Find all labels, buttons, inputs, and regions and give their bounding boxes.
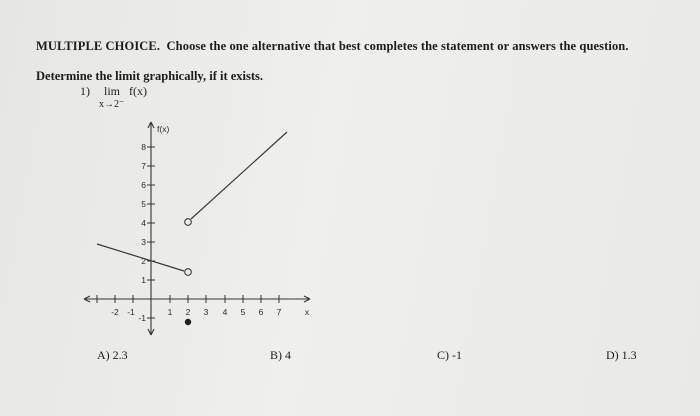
choice-d-letter: D) (606, 348, 619, 362)
left-piece-open-circle (185, 269, 192, 276)
y-axis-label: f(x) (157, 124, 170, 134)
y-tick-label: 2 (141, 256, 146, 266)
right-piece-open-circle (185, 219, 192, 226)
y-tick-label: 6 (141, 180, 146, 190)
x-tick-label: -1 (127, 307, 135, 317)
limit-word: lim (104, 84, 121, 98)
choice-c[interactable] (437, 348, 462, 363)
choice-a[interactable] (97, 348, 128, 363)
y-tick-label: 4 (141, 218, 146, 228)
x-tick-label: 6 (258, 307, 264, 317)
right-piece-line (191, 132, 287, 219)
y-tick-label: 3 (141, 237, 146, 247)
x-tick-label: 5 (240, 307, 246, 317)
x-tick-label: 1 (167, 307, 173, 317)
choice-a-letter: A) (97, 348, 110, 362)
choice-b-letter: B) (270, 348, 282, 362)
section-instruction: Choose the one alternative that best completes the statement or answers the question. (166, 39, 629, 53)
question-number: 1) (80, 84, 90, 98)
limit-subscript: x→2⁻ (99, 99, 125, 110)
x-tick-label: 3 (203, 307, 209, 317)
section-label: MULTIPLE CHOICE. (36, 39, 161, 53)
x-tick-label: -2 (111, 307, 119, 317)
y-tick-label: 1 (141, 275, 146, 285)
choice-d[interactable] (606, 348, 637, 363)
question-instruction: Determine the limit graphically, if it exists. (36, 69, 264, 83)
choice-b[interactable] (270, 348, 291, 363)
y-tick-label: -1 (138, 313, 146, 323)
choice-b-value: 4 (285, 348, 291, 362)
choice-c-letter: C) (437, 348, 449, 362)
left-piece-line (97, 244, 184, 271)
y-tick-label: 7 (141, 161, 146, 171)
limit-function: f(x) (129, 84, 147, 98)
x-tick-label: 7 (276, 307, 282, 317)
filled-point (185, 319, 191, 325)
x-axis-label: x (304, 307, 310, 317)
x-tick-label: 4 (222, 307, 228, 317)
choice-c-value: -1 (452, 348, 462, 362)
y-tick-label: 8 (141, 142, 146, 152)
y-tick-label: 5 (141, 199, 146, 209)
choice-a-value: 2.3 (112, 348, 128, 362)
x-tick-label: 2 (185, 307, 191, 317)
choice-d-value: 1.3 (621, 348, 637, 362)
